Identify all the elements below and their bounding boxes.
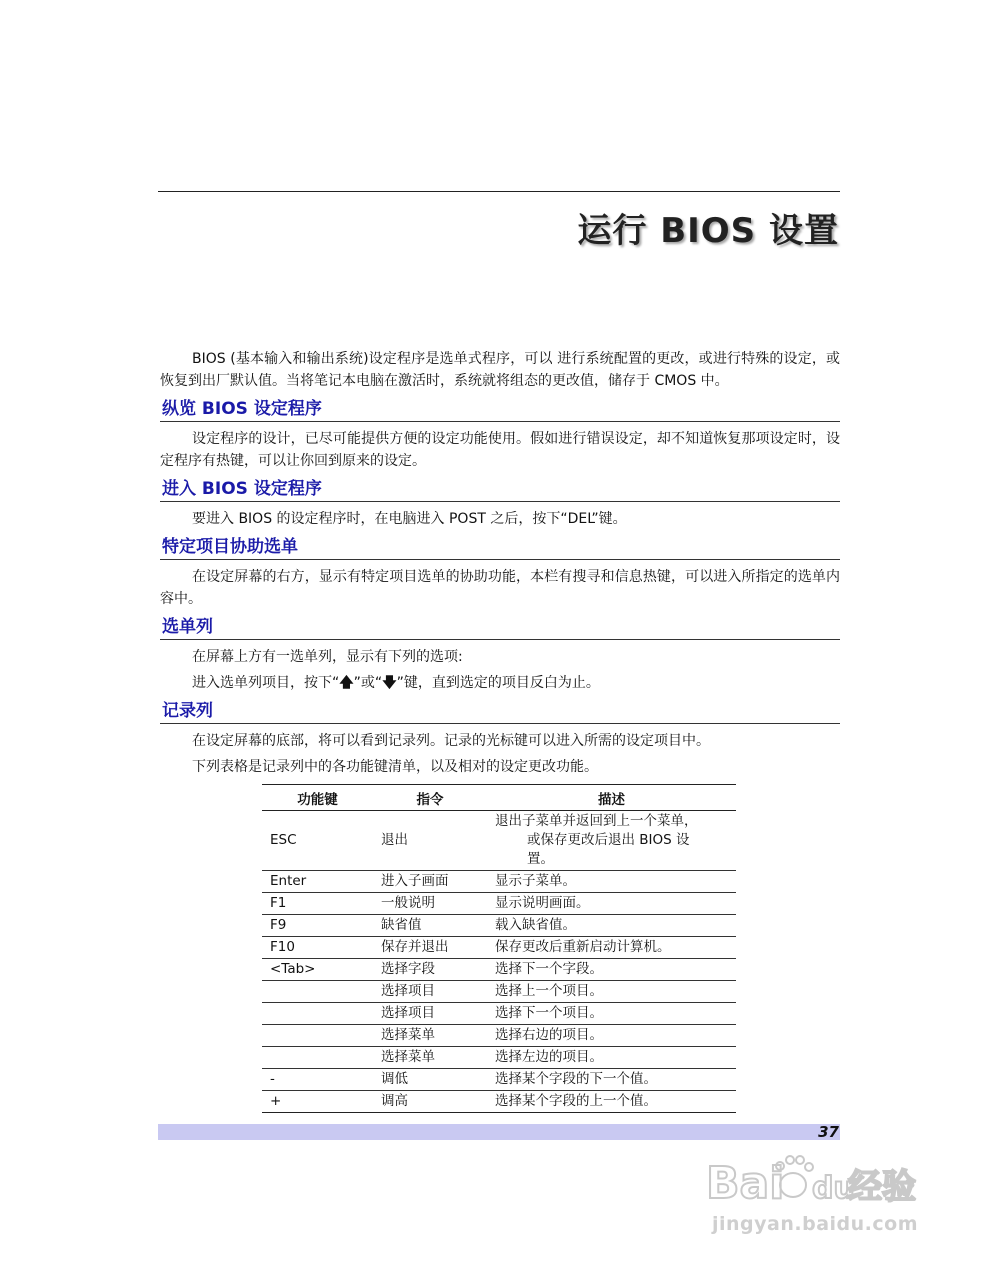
table-row	[262, 937, 736, 959]
command-cell: 选择项目	[373, 981, 487, 1003]
table-row	[262, 871, 736, 893]
table-row	[262, 1091, 736, 1113]
item-help-paragraph: 在设定屏幕的右方，显示有特定项目选单的协助功能，本栏有搜寻和信息热键，可以进入所指定的选单内容中。	[160, 569, 840, 607]
description-cell: 选择下一个项目。	[487, 1003, 736, 1025]
menu-bar-paragraph-1: 在屏幕上方有一选单列，显示有下列的选项:	[192, 649, 463, 665]
down-arrow-icon: 🡇	[382, 675, 397, 691]
key-cell: -	[262, 1069, 373, 1091]
watermark-brand-jingyan: 经验	[848, 1167, 916, 1207]
main-content	[160, 348, 840, 782]
header-command: 指令	[373, 785, 487, 811]
status-bar-paragraph-1: 在设定屏幕的底部，将可以看到记录列。记录的光标键可以进入所需的设定项目中。	[192, 733, 710, 749]
table-header-row	[262, 785, 736, 811]
key-cell	[262, 1025, 373, 1047]
table-row	[262, 893, 736, 915]
description-cell: 载入缺省值。	[487, 915, 736, 937]
key-cell	[262, 1047, 373, 1069]
table-row	[262, 959, 736, 981]
key-cell: +	[262, 1091, 373, 1113]
menu-bar-text-c: ”键，直到选定的项目反白为止。	[396, 675, 600, 691]
esc-desc-line-2: 或保存更改后退出 BIOS 设	[527, 832, 690, 848]
section-heading-menu-bar: 选单列	[160, 614, 840, 640]
section-heading-status-bar: 记录列	[160, 698, 840, 724]
status-bar-paragraph-2: 下列表格是记录列中的各功能键清单，以及相对的设定更改功能。	[192, 759, 598, 775]
description-cell: 选择某个字段的下一个值。	[487, 1069, 736, 1091]
section-heading-enter-bios: 进入 BIOS 设定程序	[160, 476, 840, 502]
key-cell	[262, 1003, 373, 1025]
table-row	[262, 1069, 736, 1091]
key-cell: F1	[262, 893, 373, 915]
key-cell: <Tab>	[262, 959, 373, 981]
overview-paragraph: 设定程序的设计，已尽可能提供方便的设定功能使用。假如进行错误设定，却不知道恢复那项设定时，设定程序有热键，可以让你回到原来的设定。	[160, 431, 840, 469]
command-cell: 调低	[373, 1069, 487, 1091]
table-row	[262, 1047, 736, 1069]
table-row	[262, 811, 736, 871]
command-cell: 保存并退出	[373, 937, 487, 959]
description-cell	[487, 811, 736, 871]
enter-bios-paragraph: 要进入 BIOS 的设定程序时，在电脑进入 POST 之后，按下“DEL”键。	[192, 511, 627, 527]
up-arrow-icon: 🡅	[339, 675, 354, 691]
footer-bar	[158, 1124, 840, 1140]
command-cell: 一般说明	[373, 893, 487, 915]
command-cell: 选择项目	[373, 1003, 487, 1025]
top-rule	[158, 191, 840, 192]
key-cell: Enter	[262, 871, 373, 893]
description-cell: 选择某个字段的上一个值。	[487, 1091, 736, 1113]
esc-desc-line-3: 置。	[527, 851, 554, 867]
description-cell: 显示说明画面。	[487, 893, 736, 915]
table-row	[262, 1003, 736, 1025]
command-cell: 选择菜单	[373, 1025, 487, 1047]
header-description: 描述	[487, 785, 736, 811]
command-cell: 退出	[373, 811, 487, 871]
key-cell: F10	[262, 937, 373, 959]
description-cell: 显示子菜单。	[487, 871, 736, 893]
watermark-url: jingyan.baidu.com	[712, 1213, 918, 1235]
command-cell: 进入子画面	[373, 871, 487, 893]
command-cell: 调高	[373, 1091, 487, 1113]
description-cell: 选择右边的项目。	[487, 1025, 736, 1047]
intro-paragraph: BIOS (基本输入和输出系统)设定程序是选单式程序，可以 进行系统配置的更改，或进行特殊的设定，或恢复到出厂默认值。当将笔记本电脑在激活时，系统就将组态的更改值，储存于 CMOS 中。	[160, 351, 840, 389]
key-cell: F9	[262, 915, 373, 937]
page-number: 37	[818, 1123, 839, 1141]
menu-bar-text-b: ”或“	[353, 675, 383, 691]
chapter-title: 运行 BIOS 设置	[577, 211, 839, 251]
key-cell	[262, 981, 373, 1003]
menu-bar-paragraph-2	[160, 672, 840, 694]
menu-bar-text-a: 进入选单列项目，按下“	[192, 675, 340, 691]
command-cell: 缺省值	[373, 915, 487, 937]
command-cell: 选择字段	[373, 959, 487, 981]
command-cell: 选择菜单	[373, 1047, 487, 1069]
description-cell: 选择下一个字段。	[487, 959, 736, 981]
table-row	[262, 981, 736, 1003]
key-cell: ESC	[262, 811, 373, 871]
function-key-table	[262, 784, 736, 1113]
section-heading-item-help: 特定项目协助选单	[160, 534, 840, 560]
description-cell: 选择上一个项目。	[487, 981, 736, 1003]
watermark-brand-bai: Bai	[706, 1158, 785, 1209]
header-function-key: 功能键	[262, 785, 373, 811]
esc-desc-line-1: 退出子菜单并返回到上一个菜单，	[495, 813, 698, 829]
table-row	[262, 1025, 736, 1047]
table-row	[262, 915, 736, 937]
description-cell: 保存更改后重新启动计算机。	[487, 937, 736, 959]
section-heading-overview: 纵览 BIOS 设定程序	[160, 396, 840, 422]
baidu-watermark-logo	[700, 1150, 940, 1250]
description-cell: 选择左边的项目。	[487, 1047, 736, 1069]
watermark-brand-du: du	[812, 1171, 855, 1206]
